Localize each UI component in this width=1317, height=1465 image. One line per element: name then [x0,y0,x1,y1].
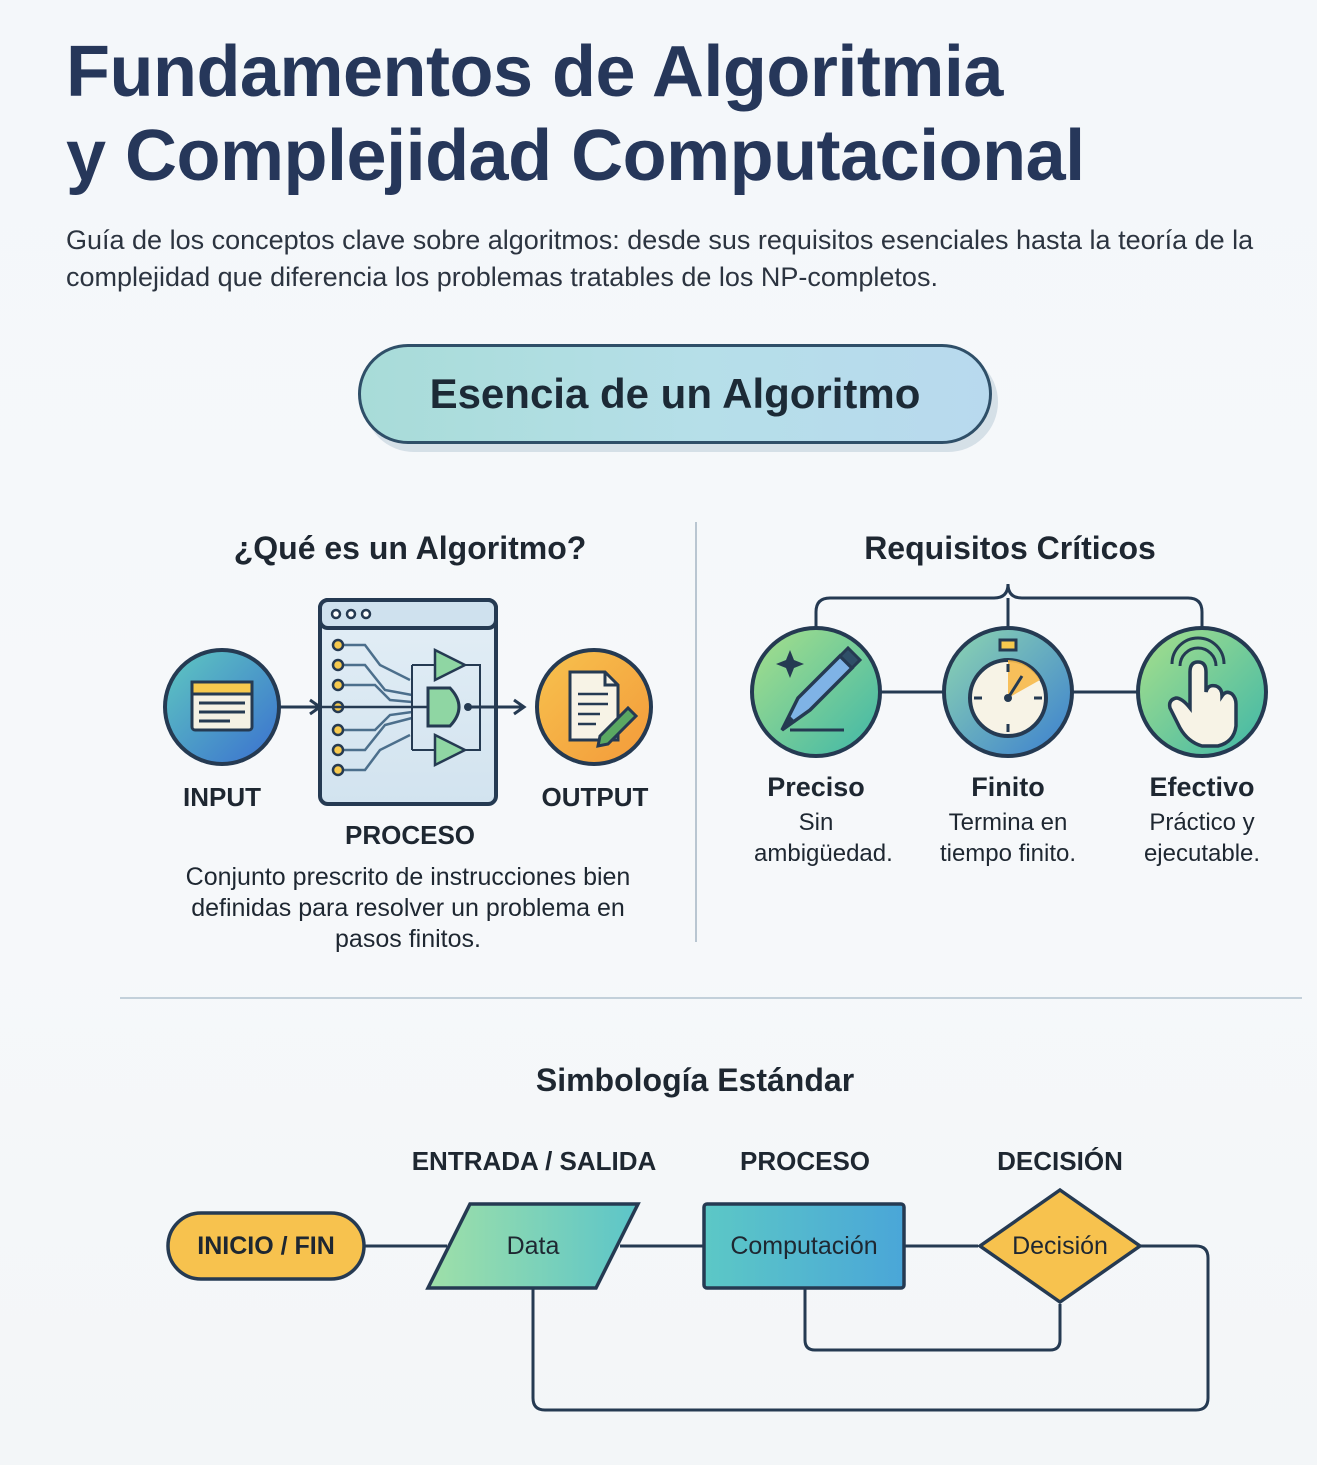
data-text: Data [506,1231,560,1260]
requirements-diagram [740,580,1280,770]
requirement-precise [740,772,892,869]
decision-text: Decisión [1012,1231,1108,1260]
stopwatch-icon [944,628,1072,756]
io-symbol-label: ENTRADA / SALIDA [411,1146,657,1176]
requirement-title: Efectivo [1149,772,1255,802]
requirement-description: Termina en tiempo finito. [939,809,1077,867]
requirement-title: Preciso [767,772,865,802]
algorithm-definition-text: Conjunto prescrito de instrucciones bien definidas para resolver un problema en pasos finitos. [185,863,631,953]
requirements-list [740,772,1280,882]
requirement-finite [928,772,1088,869]
page-title-line-1: Fundamentos de Algoritmia [66,32,1003,112]
section-divider [120,997,1302,999]
process-symbol-label: PROCESO [739,1146,871,1176]
output-document-icon [537,650,651,764]
requirement-description: Sin ambigüedad. [754,809,893,867]
section-title: Esencia de un Algoritmo [429,370,921,417]
page-title-line-2: y Complejidad Computacional [66,116,1085,196]
requirement-description: Práctico y ejecutable. [1143,809,1261,867]
requirements-heading: Requisitos Críticos [864,530,1156,566]
column-divider [695,522,697,942]
process-window-icon [300,600,496,804]
input-label: INPUT [183,782,261,812]
pen-icon [752,628,880,756]
requirement-title: Finito [971,772,1045,802]
requirement-effective [1132,772,1272,869]
process-label: PROCESO [344,820,476,850]
hand-pointer-icon [1138,628,1266,756]
page-subtitle: Guía de los conceptos clave sobre algoritmos: desde sus requisitos esenciales hasta la teoría de la complejidad que diferencia los problemas tratables de los NP-completos. [66,225,1254,292]
symbology-heading: Simbología Estándar [535,1062,855,1098]
start-end-text: INICIO / FIN [197,1231,335,1260]
definition-heading: ¿Qué es un Algoritmo? [233,530,587,566]
page-title [66,30,1266,198]
output-label: OUTPUT [541,782,649,812]
section-title-pill [358,344,992,444]
decision-symbol-label: DECISIÓN [997,1146,1123,1176]
computation-text: Computación [730,1231,878,1260]
input-icon [165,650,279,764]
